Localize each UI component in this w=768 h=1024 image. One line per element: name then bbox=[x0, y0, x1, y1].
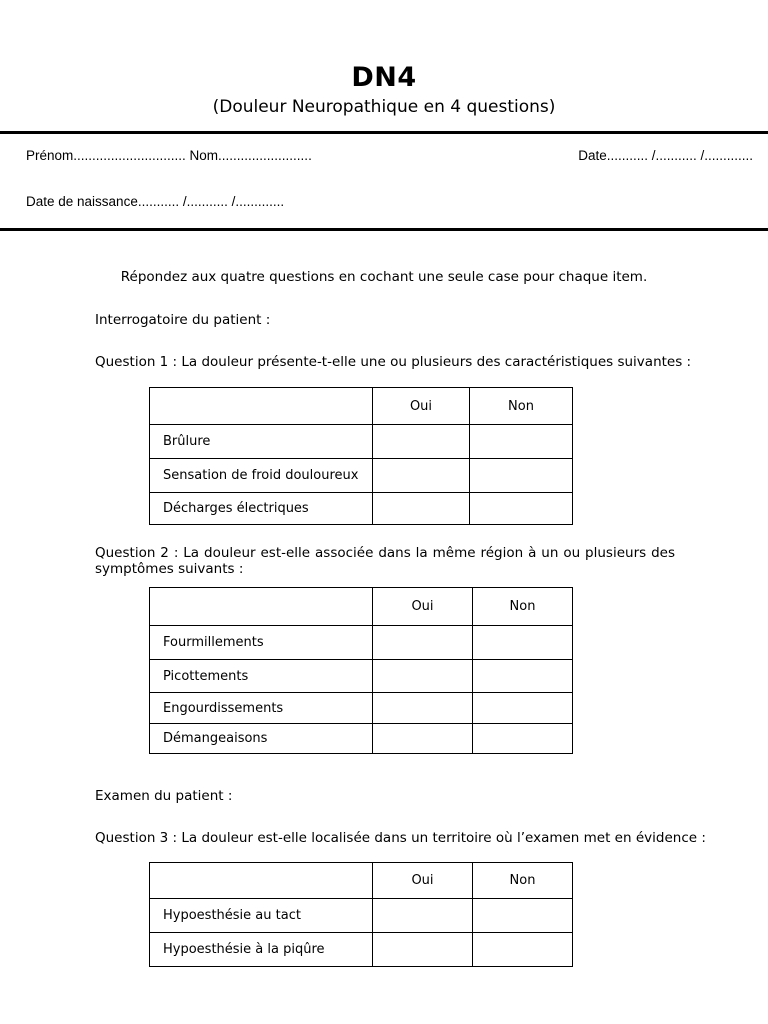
checkbox-oui[interactable] bbox=[373, 425, 470, 459]
checkbox-non[interactable] bbox=[470, 459, 573, 493]
item-label: Démangeaisons bbox=[150, 724, 373, 754]
item-label: Brûlure bbox=[150, 425, 373, 459]
checkbox-non[interactable] bbox=[473, 660, 573, 693]
column-non: Non bbox=[473, 588, 573, 626]
item-label: Engourdissements bbox=[150, 693, 373, 724]
checkbox-non[interactable] bbox=[473, 693, 573, 724]
table-row bbox=[150, 899, 573, 933]
item-label: Fourmillements bbox=[150, 626, 373, 660]
table-header-empty bbox=[150, 588, 373, 626]
table-row bbox=[150, 459, 573, 493]
column-non: Non bbox=[470, 388, 573, 425]
question-3-table bbox=[149, 862, 573, 967]
checkbox-oui[interactable] bbox=[373, 693, 473, 724]
question-1-text: Question 1 : La douleur présente-t-elle une ou plusieurs des caractéristiques suivantes : bbox=[95, 354, 692, 370]
table-header-row bbox=[150, 588, 573, 626]
checkbox-oui[interactable] bbox=[373, 724, 473, 754]
checkbox-non[interactable] bbox=[470, 425, 573, 459]
table-row bbox=[150, 933, 573, 967]
checkbox-non[interactable] bbox=[473, 626, 573, 660]
instructions: Répondez aux quatre questions en cochant une seule case pour chaque item. bbox=[120, 269, 648, 285]
question-2-text: Question 2 : La douleur est-elle associée dans la même région à un ou plusieurs des symptômes suivants : bbox=[95, 545, 675, 577]
date-field[interactable]: Date........... /........... /............. bbox=[578, 148, 753, 163]
table-header-empty bbox=[150, 388, 373, 425]
item-label: Décharges électriques bbox=[150, 493, 373, 525]
table-header-row bbox=[150, 388, 573, 425]
section-examination: Examen du patient : bbox=[95, 788, 233, 804]
question-3-text: Question 3 : La douleur est-elle localisée dans un territoire où l’examen met en évidence : bbox=[95, 830, 706, 846]
checkbox-oui[interactable] bbox=[373, 459, 470, 493]
checkbox-oui[interactable] bbox=[373, 660, 473, 693]
table-header-row bbox=[150, 863, 573, 899]
item-label: Picottements bbox=[150, 660, 373, 693]
checkbox-non[interactable] bbox=[473, 899, 573, 933]
question-1-table bbox=[149, 387, 573, 525]
checkbox-non[interactable] bbox=[473, 724, 573, 754]
column-oui: Oui bbox=[373, 388, 470, 425]
table-row bbox=[150, 493, 573, 525]
checkbox-oui[interactable] bbox=[373, 899, 473, 933]
birth-date-field[interactable]: Date de naissance........... /........... /............. bbox=[26, 194, 285, 209]
table-row bbox=[150, 626, 573, 660]
column-oui: Oui bbox=[373, 863, 473, 899]
checkbox-non[interactable] bbox=[470, 493, 573, 525]
form-title: DN4 bbox=[351, 62, 417, 93]
table-row bbox=[150, 693, 573, 724]
checkbox-non[interactable] bbox=[473, 933, 573, 967]
table-row bbox=[150, 660, 573, 693]
item-label: Hypoesthésie au tact bbox=[150, 899, 373, 933]
header-divider-top bbox=[0, 131, 768, 134]
name-field[interactable]: Prénom.............................. Nom......................... bbox=[26, 148, 312, 163]
header-divider-bottom bbox=[0, 228, 768, 231]
item-label: Hypoesthésie à la piqûre bbox=[150, 933, 373, 967]
table-row bbox=[150, 425, 573, 459]
column-oui: Oui bbox=[373, 588, 473, 626]
form-subtitle: (Douleur Neuropathique en 4 questions) bbox=[212, 97, 556, 117]
question-2-table bbox=[149, 587, 573, 754]
table-header-empty bbox=[150, 863, 373, 899]
item-label: Sensation de froid douloureux bbox=[150, 459, 373, 493]
checkbox-oui[interactable] bbox=[373, 493, 470, 525]
table-row bbox=[150, 724, 573, 754]
section-interrogation: Interrogatoire du patient : bbox=[95, 312, 271, 328]
checkbox-oui[interactable] bbox=[373, 933, 473, 967]
column-non: Non bbox=[473, 863, 573, 899]
checkbox-oui[interactable] bbox=[373, 626, 473, 660]
